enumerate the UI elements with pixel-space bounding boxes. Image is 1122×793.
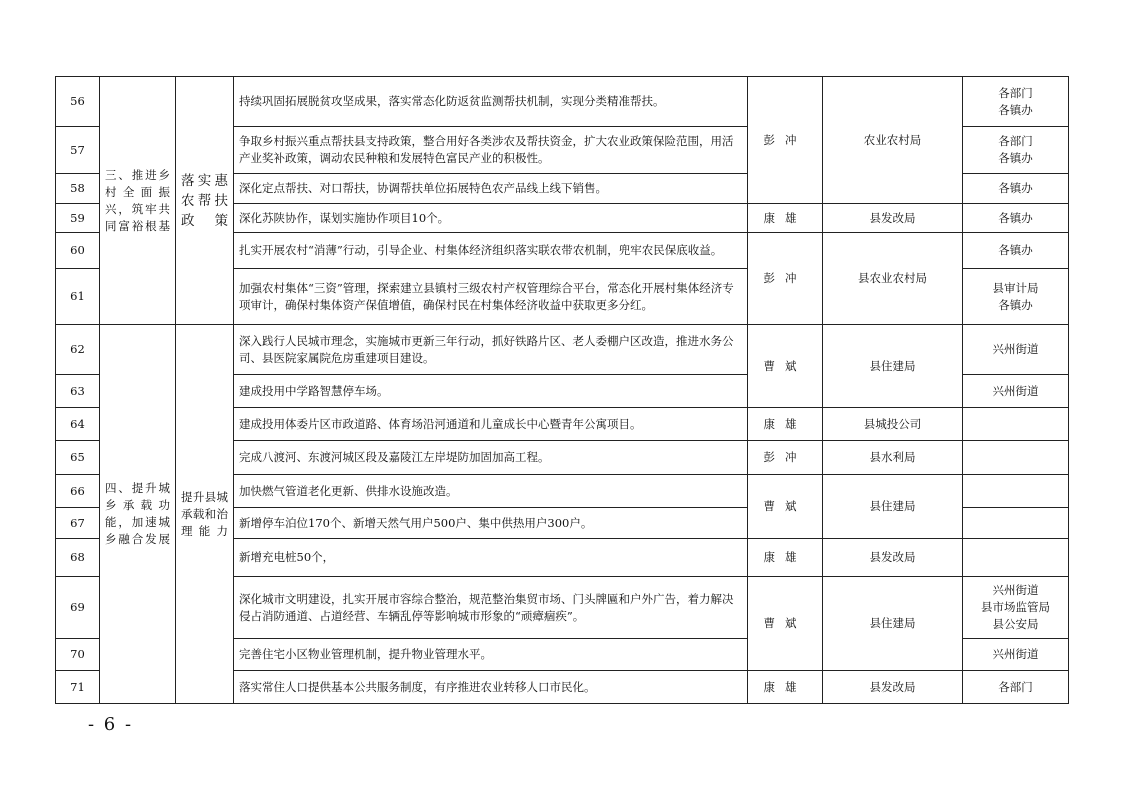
lead-official: 曹斌	[748, 577, 823, 671]
lead-official: 康雄	[748, 671, 823, 704]
task-text: 扎实开展农村“消薄”行动，引导企业、村集体经济组织落实联农带农机制，兜牢农民保底收益。	[234, 233, 748, 269]
coop-units	[963, 539, 1069, 577]
coop-units	[963, 441, 1069, 475]
task-area-3: 三、推进乡村全面振兴，筑牢共同富裕根基	[100, 77, 176, 325]
coop-units	[963, 174, 1069, 204]
row-number: 67	[56, 508, 100, 539]
row-number: 68	[56, 539, 100, 577]
row-number: 71	[56, 671, 100, 704]
coop-unit: 各部门	[998, 134, 1033, 148]
lead-official: 康雄	[748, 539, 823, 577]
table-row	[56, 77, 1069, 127]
lead-department: 县住建局	[823, 475, 963, 539]
task-text: 深化定点帮扶、对口帮扶，协调帮扶单位拓展特色农产品线上线下销售。	[234, 174, 748, 204]
row-number: 57	[56, 127, 100, 174]
coop-units	[963, 671, 1069, 704]
coop-units	[963, 408, 1069, 441]
task-text: 深化城市文明建设，扎实开展市容综合整治，规范整治集贸市场、门头牌匾和户外广告，着力解决侵占消防通道、占道经营、车辆乱停等影响城市形象的“顽瘴痼疾”。	[234, 577, 748, 639]
coop-units	[963, 375, 1069, 408]
task-area-4: 四、提升城乡承载功能，加速城乡融合发展	[100, 325, 176, 704]
task-text: 建成投用中学路智慧停车场。	[234, 375, 748, 408]
lead-official: 彭冲	[748, 233, 823, 325]
lead-department: 县城投公司	[823, 408, 963, 441]
coop-unit: 县公安局	[992, 617, 1039, 631]
lead-department: 县住建局	[823, 577, 963, 671]
row-number: 66	[56, 475, 100, 508]
coop-unit: 兴州街道	[992, 383, 1039, 398]
coop-unit: 兴州街道	[992, 647, 1039, 661]
table-row	[56, 325, 1069, 375]
lead-official: 彭冲	[748, 77, 823, 204]
lead-official: 康雄	[748, 204, 823, 233]
coop-units	[963, 508, 1069, 539]
page-number: - 6 -	[88, 714, 134, 735]
task-text: 加快燃气管道老化更新、供排水设施改造。	[234, 475, 748, 508]
task-text: 完成八渡河、东渡河城区段及嘉陵江左岸堤防加固加高工程。	[234, 441, 748, 475]
coop-units	[963, 204, 1069, 233]
coop-units	[963, 577, 1069, 639]
coop-units	[963, 77, 1069, 127]
coop-unit: 各镇办	[998, 102, 1033, 117]
lead-department: 县水利局	[823, 441, 963, 475]
lead-official: 康雄	[748, 408, 823, 441]
task-text: 新增停车泊位170个、新增天然气用户500户、集中供热用户300户。	[234, 508, 748, 539]
lead-department: 县发改局	[823, 539, 963, 577]
row-number: 60	[56, 233, 100, 269]
coop-units	[963, 127, 1069, 174]
row-number: 69	[56, 577, 100, 639]
coop-units	[963, 269, 1069, 325]
task-text: 加强农村集体“三资”管理，探索建立县镇村三级农村产权管理综合平台，常态化开展村集体经济专项审计，确保村集体资产保值增值，确保村民在村集体经济收益中获取更多分红。	[234, 269, 748, 325]
lead-department: 县住建局	[823, 325, 963, 408]
lead-department: 县发改局	[823, 671, 963, 704]
coop-units	[963, 475, 1069, 508]
lead-official: 曹斌	[748, 475, 823, 539]
coop-unit: 各镇办	[998, 210, 1033, 225]
row-number: 63	[56, 375, 100, 408]
coop-units	[963, 639, 1069, 671]
row-number: 56	[56, 77, 100, 127]
coop-unit: 各镇办	[998, 243, 1033, 257]
coop-unit: 各镇办	[998, 151, 1033, 165]
task-text: 争取乡村振兴重点帮扶县支持政策，整合用好各类涉农及帮扶资金，扩大农业政策保险范围，用活产业奖补政策，调动农民种粮和发展特色富民产业的积极性。	[234, 127, 748, 174]
task-text: 深入践行人民城市理念，实施城市更新三年行动，抓好铁路片区、老人委棚户区改造，推进水务公司、县医院家属院危房重建项目建设。	[234, 325, 748, 375]
task-subarea-3: 落实惠农帮扶政策	[176, 77, 234, 325]
row-number: 59	[56, 204, 100, 233]
coop-unit: 兴州街道	[992, 342, 1039, 356]
coop-unit: 县市场监管局	[981, 600, 1050, 614]
task-text: 完善住宅小区物业管理机制，提升物业管理水平。	[234, 639, 748, 671]
task-text: 新增充电桩50个，	[234, 539, 748, 577]
task-subarea-4: 提升县城承载和治理能力	[176, 325, 234, 704]
lead-official: 曹斌	[748, 325, 823, 408]
row-number: 61	[56, 269, 100, 325]
coop-unit: 各部门	[998, 679, 1033, 694]
coop-unit: 兴州街道	[992, 583, 1039, 597]
task-table	[55, 76, 1069, 704]
coop-unit: 县审计局	[992, 280, 1039, 295]
coop-units	[963, 233, 1069, 269]
lead-department: 县发改局	[823, 204, 963, 233]
row-number: 62	[56, 325, 100, 375]
coop-unit: 各镇办	[998, 181, 1033, 195]
row-number: 65	[56, 441, 100, 475]
row-number: 70	[56, 639, 100, 671]
lead-official: 彭冲	[748, 441, 823, 475]
task-text: 持续巩固拓展脱贫攻坚成果，落实常态化防返贫监测帮扶机制，实现分类精准帮扶。	[234, 77, 748, 127]
coop-unit: 各镇办	[998, 297, 1033, 312]
coop-units	[963, 325, 1069, 375]
task-text: 建成投用体委片区市政道路、体育场沿河通道和儿童成长中心暨青年公寓项目。	[234, 408, 748, 441]
task-text: 落实常住人口提供基本公共服务制度，有序推进农业转移人口市民化。	[234, 671, 748, 704]
coop-unit: 各部门	[998, 85, 1033, 100]
lead-department: 农业农村局	[823, 77, 963, 204]
row-number: 58	[56, 174, 100, 204]
task-text: 深化苏陕协作，谋划实施协作项目10个。	[234, 204, 748, 233]
lead-department: 县农业农村局	[823, 233, 963, 325]
row-number: 64	[56, 408, 100, 441]
